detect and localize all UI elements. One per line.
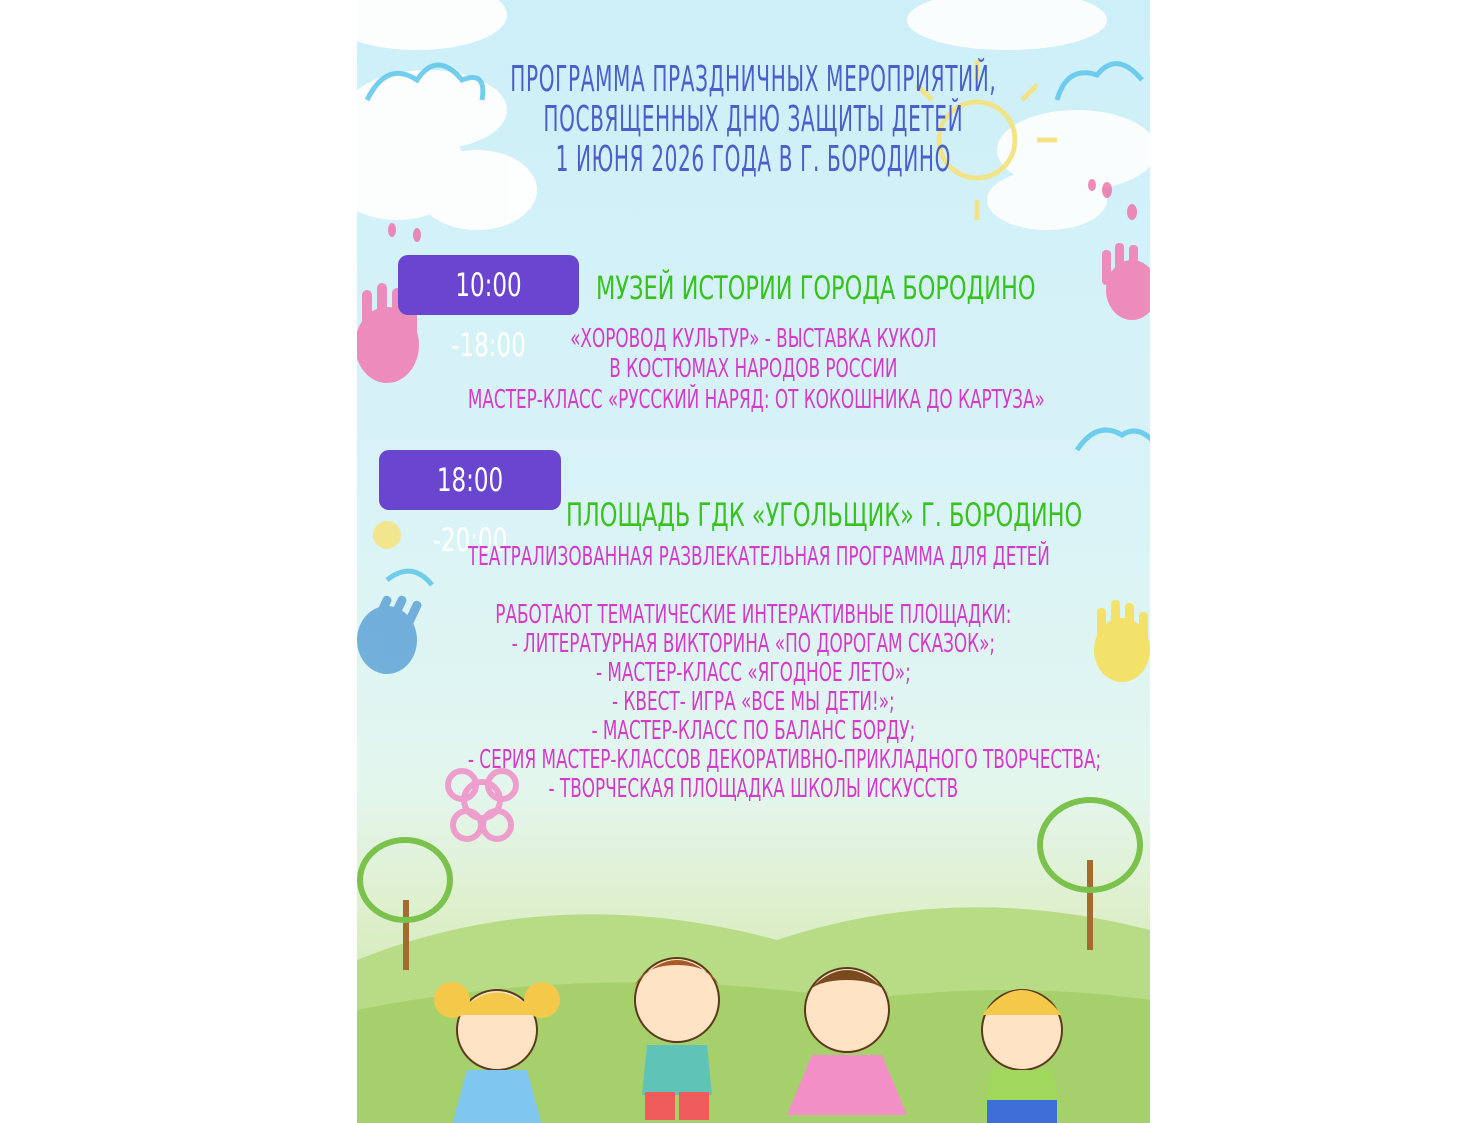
- event2-time-badge: [379, 450, 561, 559]
- event2-platform-item: - КВЕСТ- ИГРА «ВСЕ МЫ ДЕТИ!»;: [612, 687, 895, 717]
- title-line-3: 1 ИЮНЯ 2026 ГОДА В Г. БОРОДИНО: [555, 139, 952, 180]
- event2-platform-item: - ТВОРЧЕСКАЯ ПЛОЩАДКА ШКОЛЫ ИСКУССТВ: [548, 774, 959, 804]
- event2-platform-item: - МАСТЕР-КЛАСС «ЯГОДНОЕ ЛЕТО»;: [595, 658, 911, 688]
- event1-line-1: «ХОРОВОД КУЛЬТУР» - ВЫСТАВКА КУКОЛ: [570, 324, 937, 354]
- event1-time: 10:00 -18:00: [451, 266, 526, 364]
- event2-time: 18:00 -20:00: [432, 461, 508, 559]
- event2-platform-item: - ЛИТЕРАТУРНАЯ ВИКТОРИНА «ПО ДОРОГАМ СКАЗОК»;: [511, 629, 996, 659]
- event2-venue: ПЛОЩАДЬ ГДК «УГОЛЬЩИК» Г. БОРОДИНО: [566, 496, 1083, 534]
- event2-platform-item: - МАСТЕР-КЛАСС ПО БАЛАНС БОРДУ;: [591, 716, 916, 746]
- event1-venue: МУЗЕЙ ИСТОРИИ ГОРОДА БОРОДИНО: [596, 269, 1036, 307]
- handprint-icon: [357, 594, 423, 674]
- event1-line-3: МАСТЕР-КЛАСС «РУССКИЙ НАРЯД: ОТ КОКОШНИКА ДО КАРТУЗА»: [467, 385, 1045, 415]
- event1-time-badge: [398, 255, 579, 364]
- title-line-2: ПОСВЯЩЕННЫХ ДНЮ ЗАЩИТЫ ДЕТЕЙ: [543, 99, 964, 140]
- event2-program: ТЕАТРАЛИЗОВАННАЯ РАЗВЛЕКАТЕЛЬНАЯ ПРОГРАММА ДЛЯ ДЕТЕЙ: [467, 542, 1050, 572]
- title-line-1: ПРОГРАММА ПРАЗДНИЧНЫХ МЕРОПРИЯТИЙ,: [510, 59, 997, 100]
- event1-line-2: В КОСТЮМАХ НАРОДОВ РОССИИ: [609, 354, 898, 384]
- event2-platform-item: - СЕРИЯ МАСТЕР-КЛАССОВ ДЕКОРАТИВНО-ПРИКЛАДНОГО ТВОРЧЕСТВА;: [467, 745, 1102, 775]
- handprint-icon: [1094, 600, 1150, 682]
- handprint-icon: [1102, 243, 1150, 320]
- event2-platforms-heading: РАБОТАЮТ ТЕМАТИЧЕСКИЕ ИНТЕРАКТИВНЫЕ ПЛОЩАДКИ:: [495, 600, 1012, 630]
- poster: [357, 0, 1150, 1123]
